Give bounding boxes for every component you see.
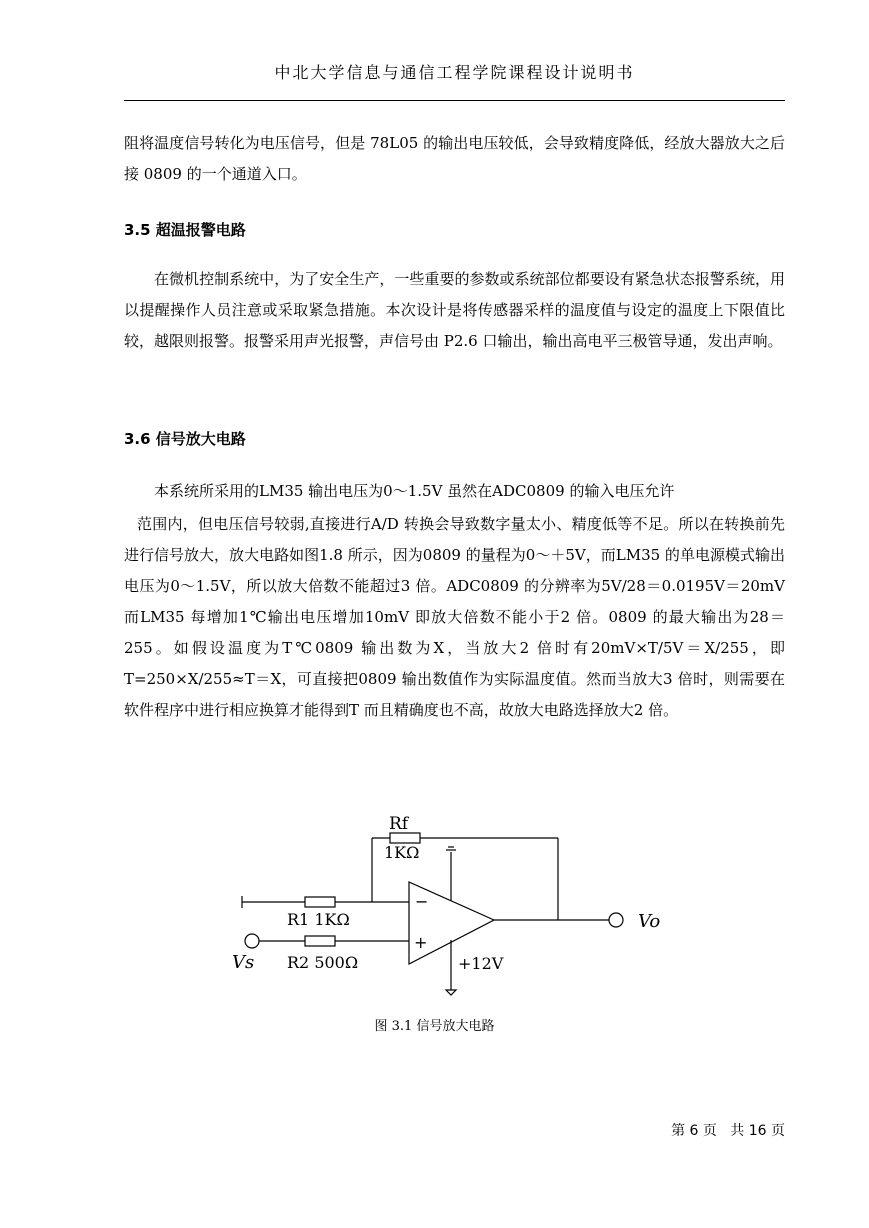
page-number: 6 [689,1123,699,1139]
page-header: 中北大学信息与通信工程学院课程设计说明书 [274,63,635,82]
figure-caption: 图 3.1 信号放大电路 [374,1019,495,1034]
section-heading-3-6: 3.6 信号放大电路 [124,430,246,448]
ground-symbol-bottom [446,990,456,995]
amplifier-circuit-diagram [232,812,661,997]
supply-voltage-label: +12V [458,954,504,973]
page-suffix: 页 [766,1123,785,1139]
section-heading-3-5: 3.5 超温报警电路 [124,221,246,239]
paragraph-amplifier: 范围内，但电压信号较弱,直接进行A/D 转换会导致数字量太小、精度低等不足。所以在转换前先进行信号放大，放大电路如图1.8 所示，因为0809 的量程为0～＋5V，而LM35 的单电源模式输出电压为0～1.5V，所以放大倍数不能超过3 倍。ADC0809 的分辨率为5V/28＝0.0195V＝20mV 而LM35 每增加1℃输出电压增加10mV 即放大倍数不能小于2 倍。0809 的最大输出为28＝255。如假设温度为T℃0809 输出数为X，当放大2 倍时有20mV×T/5V＝X/255，即T=250×X/255≈T＝X，可直接把0809 输出数值作为实际温度值。然而当放大3 倍时，则需要在软件程序中进行相应换算才能得到T 而且精确度也不高，故放大电路选择放大2 倍。 [124,515,785,719]
resistor-r2 [305,936,335,946]
r2-label: R2 500Ω [287,953,359,972]
resistor-rf [390,833,420,843]
vo-label: Vo [638,911,661,932]
rf-value-label: 1KΩ [384,843,420,862]
paragraph-amplifier-line1: 本系统所采用的LM35 输出电压为0～1.5V 虽然在ADC0809 的输入电压允许 [154,482,675,500]
paragraph-intro: 阻将温度信号转化为电压信号，但是 78L05 的输出电压较低，会导致精度降低，经放大器放大之后接 0809 的一个通道入口。 [124,134,785,183]
paragraph-alarm: 在微机控制系统中，为了安全生产，一些重要的参数或系统部位都要设有紧急状态报警系统，用以提醒操作人员注意或采取紧急措施。本次设计是将传感器采样的温度值与设定的温度上下限值比较，越限则报警。报警采用声光报警，声信号由 P2.6 口输出，输出高电平三极管导通，发出声响。 [124,270,785,350]
page-total: 16 [748,1123,767,1139]
vs-terminal [245,934,259,948]
header-divider [124,100,785,101]
noninverting-input-sign: + [414,933,428,952]
inverting-input-sign: − [415,892,429,911]
rf-label: Rf [389,814,409,834]
r1-label: R1 1KΩ [287,910,350,929]
vo-terminal [609,913,623,927]
page-footer [671,1120,785,1140]
resistor-r1 [305,897,335,907]
page-mid: 页 共 [698,1123,749,1139]
vs-label: Vs [232,952,255,973]
page-prefix: 第 [671,1123,690,1139]
